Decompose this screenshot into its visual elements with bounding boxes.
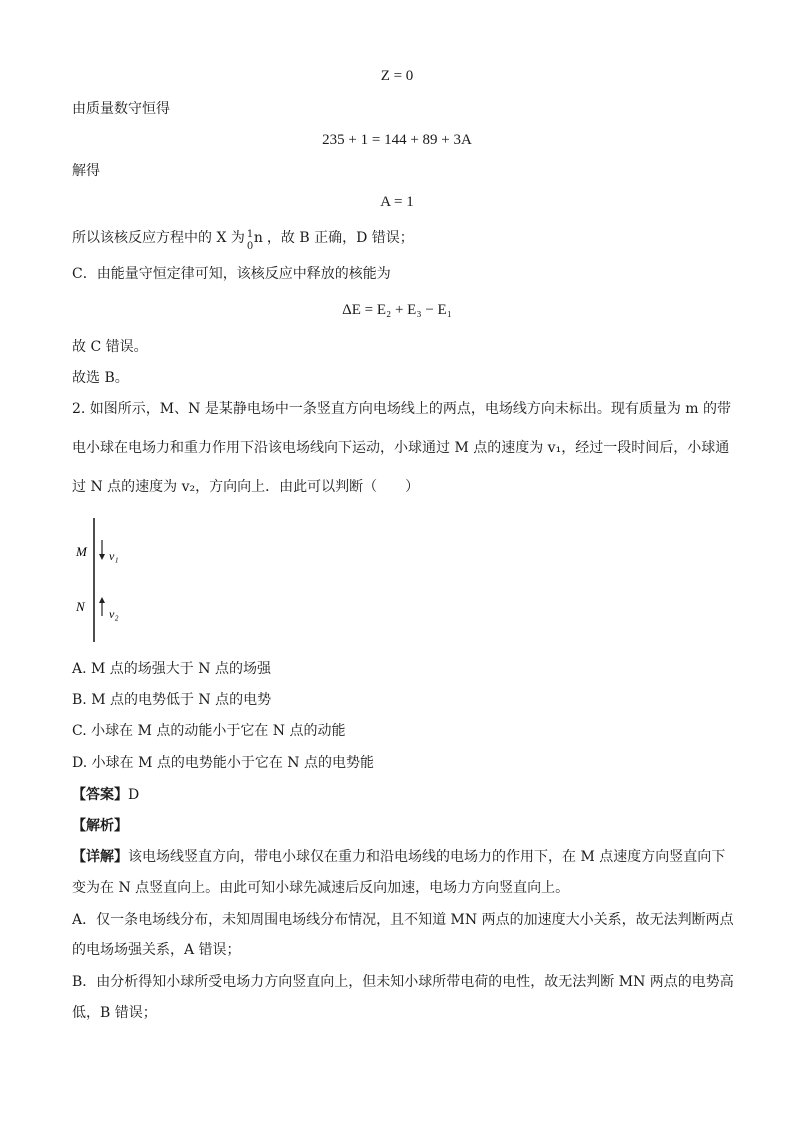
equation-z-text: Z = 0 [380,68,414,84]
x-is-neutron-line [72,228,722,252]
mass-conservation-text: 由质量数守恒得 [72,101,170,117]
explain-b-line1: B．由分析得知小球所受电场力方向竖直向上，但未知小球所带电荷的电性，故无法判断 MN 两点的电势高 [72,974,734,990]
option-a: A. M 点的场强大于 N 点的场强 [72,661,271,677]
x-is-neutron-before: 所以该核反应方程中的 X 为 [72,230,245,246]
v1-arrow-head-icon [99,554,105,560]
nuclide [245,228,267,252]
x-is-neutron-after: ，故 B 正确，D 错误； [266,230,414,246]
question2-line1: 2. 如图所示，M、N 是某静电场中一条竖直方向电场线上的两点，电场线方向未标出。现有质量为 m 的带 [72,401,732,417]
solve-text: 解得 [72,163,100,179]
choose-b-text: 故选 B。 [72,370,129,386]
analysis-tag: 【解析】 [72,818,128,834]
v2-arrow-head-icon [99,597,105,603]
option-b: B. M 点的电势低于 N 点的电势 [72,692,272,708]
question2-line2: 电小球在电场力和重力作用下沿该电场线向下运动，小球通过 M 点的速度为 v₁，经过一段时间后，小球通 [72,440,730,456]
explain-a-line1: A．仅一条电场线分布，未知周围电场线分布情况，且不知道 MN 两点的加速度大小关系，故无法判断两点 [72,912,734,928]
equation-z [0,66,794,86]
nuclide-symbol: n [253,230,263,246]
answer-tag: 【答案】 [72,787,128,803]
equation-a: A = 1 [380,194,414,210]
detail-line1 [72,847,726,867]
electric-field-line-figure [72,516,152,646]
question2-line3: 过 N 点的速度为 v₂，方向向上．由此可以判断（ ） [72,479,420,495]
label-v1: v₁ [109,549,119,563]
answer-value: D [128,787,140,803]
detail-line2: 变为在 N 点竖直向上。由此可知小球先减速后反向加速，电场力方向竖直向上。 [72,880,570,896]
c-wrong-text: 故 C 错误。 [72,339,148,355]
label-m: M [76,544,87,559]
label-n: N [76,599,85,614]
nuclide-charge: 0 [246,241,254,252]
explain-a-line2: 的电场场强关系，A 错误； [72,942,241,958]
option-c: C. 小球在 M 点的动能小于它在 N 点的动能 [72,723,346,739]
detail-tag: 【详解】 [72,849,128,865]
detail-line1-text: 该电场线竖直方向，带电小球仅在重力和沿电场线的电场力的作用下，在 M 点速度方向竖直向下 [128,849,726,865]
option-d: D. 小球在 M 点的电势能小于它在 N 点的电势能 [72,755,375,771]
label-v2: v₂ [109,607,119,621]
explain-b-line2: 低，B 错误； [72,1005,157,1021]
nuclide-mass: 1 [246,229,254,240]
equation-energy: ΔE = E₂ + E₃ − E₁ [342,302,452,318]
equation-mass: 235 + 1 = 144 + 89 + 3A [322,132,472,148]
option-c-intro: C．由能量守恒定律可知，该核反应中释放的核能为 [72,266,391,282]
answer-line [72,785,722,805]
